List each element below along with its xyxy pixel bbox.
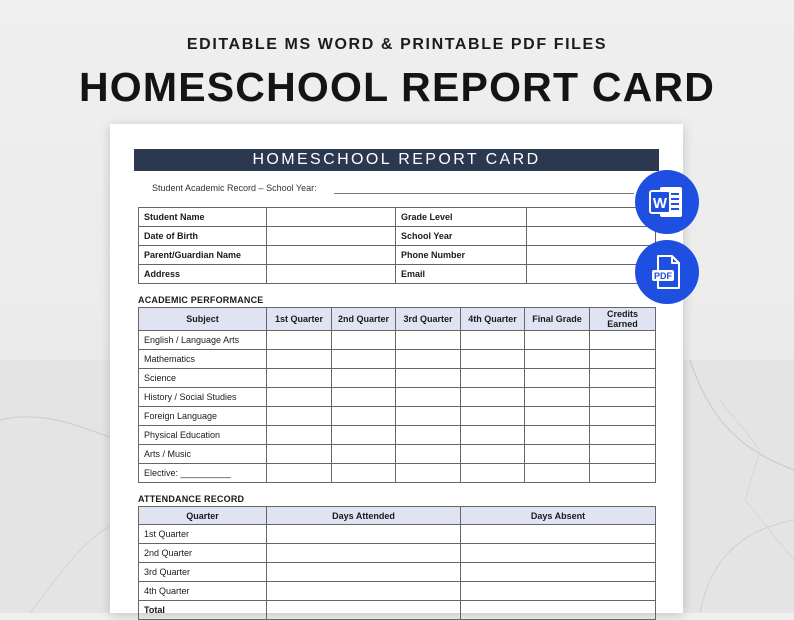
table-row [139,246,656,265]
column-header: Final Grade [525,308,590,331]
column-header: 2nd Quarter [332,308,396,331]
grade-cell[interactable] [267,426,332,445]
grade-cell[interactable] [590,369,656,388]
grade-cell[interactable] [396,350,461,369]
info-label: Student Name [139,208,267,227]
quarter-cell: 2nd Quarter [139,544,267,563]
grade-cell[interactable] [396,426,461,445]
table-row [139,331,656,350]
table-row [139,544,656,563]
grade-cell[interactable] [332,331,396,350]
grade-cell[interactable] [590,426,656,445]
grade-cell[interactable] [267,445,332,464]
grade-cell[interactable] [267,369,332,388]
days-attended-cell[interactable] [267,525,461,544]
grade-cell[interactable] [332,388,396,407]
quarter-cell: 3rd Quarter [139,563,267,582]
subject-cell: Science [139,369,267,388]
grade-cell[interactable] [461,464,525,483]
subtitle: EDITABLE MS WORD & PRINTABLE PDF FILES [186,36,608,53]
column-header: Days Absent [461,507,656,525]
academic-heading: ACADEMIC PERFORMANCE [138,295,264,305]
column-header: Credits Earned [590,308,656,331]
grade-cell[interactable] [332,464,396,483]
page-title: HOMESCHOOL REPORT CARD [78,64,716,110]
grade-cell[interactable] [590,445,656,464]
table-row [139,525,656,544]
column-header: 3rd Quarter [396,308,461,331]
column-header: 1st Quarter [267,308,332,331]
info-label: Phone Number [396,246,527,265]
grade-cell[interactable] [461,407,525,426]
grade-cell[interactable] [396,388,461,407]
grade-cell[interactable] [525,331,590,350]
grade-cell[interactable] [396,464,461,483]
days-attended-cell[interactable] [267,563,461,582]
grade-cell[interactable] [461,445,525,464]
grade-cell[interactable] [332,369,396,388]
word-icon [646,181,688,223]
grade-cell[interactable] [590,407,656,426]
quarter-cell: 1st Quarter [139,525,267,544]
grade-cell[interactable] [267,350,332,369]
grade-cell[interactable] [461,369,525,388]
grade-cell[interactable] [332,350,396,369]
table-header-row [139,308,656,331]
table-row [139,208,656,227]
academic-performance-table [138,307,656,483]
table-row [139,388,656,407]
student-info-table [138,207,656,284]
subject-cell: Physical Education [139,426,267,445]
days-attended-cell[interactable] [267,544,461,563]
column-header: 4th Quarter [461,308,525,331]
info-label: Date of Birth [139,227,267,246]
info-value-cell[interactable] [267,227,396,246]
table-row [139,227,656,246]
info-value-cell[interactable] [527,227,656,246]
grade-cell[interactable] [332,426,396,445]
grade-cell[interactable] [332,407,396,426]
grade-cell[interactable] [525,464,590,483]
grade-cell[interactable] [461,426,525,445]
grade-cell[interactable] [590,388,656,407]
grade-cell[interactable] [396,445,461,464]
grade-cell[interactable] [461,350,525,369]
subject-cell: English / Language Arts [139,331,267,350]
grade-cell[interactable] [525,445,590,464]
info-label: Address [139,265,267,284]
grade-cell[interactable] [525,407,590,426]
subject-cell: Mathematics [139,350,267,369]
subject-cell: Foreign Language [139,407,267,426]
table-row [139,426,656,445]
grade-cell[interactable] [267,331,332,350]
grade-cell[interactable] [396,331,461,350]
grade-cell[interactable] [525,350,590,369]
days-attended-cell[interactable] [267,582,461,601]
record-line-label: Student Academic Record – School Year: [152,183,317,193]
grade-cell[interactable] [525,426,590,445]
table-row [139,445,656,464]
table-row [139,369,656,388]
sheet-banner: HOMESCHOOL REPORT CARD [134,149,659,171]
info-value-cell[interactable] [267,265,396,284]
grade-cell[interactable] [396,369,461,388]
grade-cell[interactable] [461,388,525,407]
grade-cell[interactable] [525,369,590,388]
attendance-table [138,506,656,620]
table-row [139,350,656,369]
grade-cell[interactable] [590,350,656,369]
table-row [139,407,656,426]
column-header: Days Attended [267,507,461,525]
table-row [139,265,656,284]
quarter-cell: 4th Quarter [139,582,267,601]
table-row [139,464,656,483]
column-header: Subject [139,308,267,331]
pdf-badge [635,240,699,304]
school-year-line [334,193,634,194]
grade-cell[interactable] [590,464,656,483]
subject-cell: Elective: __________ [139,464,267,483]
subject-cell: History / Social Studies [139,388,267,407]
info-label: Parent/Guardian Name [139,246,267,265]
grade-cell[interactable] [267,407,332,426]
grade-cell[interactable] [461,331,525,350]
days-absent-cell[interactable] [461,525,656,544]
grade-cell[interactable] [525,388,590,407]
info-label: Grade Level [396,208,527,227]
days-absent-cell[interactable] [461,544,656,563]
info-value-cell[interactable] [267,208,396,227]
table-header-row [139,507,656,525]
report-card-sheet [110,124,683,613]
attendance-heading: ATTENDANCE RECORD [138,494,245,504]
table-row [139,563,656,582]
subject-cell: Arts / Music [139,445,267,464]
table-row [139,582,656,601]
days-absent-cell[interactable] [461,563,656,582]
quarter-cell: Total [139,601,267,620]
column-header: Quarter [139,507,267,525]
days-absent-cell[interactable] [461,601,656,620]
word-letter: W [652,195,668,212]
info-label: Email [396,265,527,284]
days-absent-cell[interactable] [461,582,656,601]
info-label: School Year [396,227,527,246]
grade-cell[interactable] [396,407,461,426]
pdf-label: PDF [654,271,672,281]
pdf-file-icon [646,251,688,293]
grade-cell[interactable] [267,388,332,407]
grade-cell[interactable] [332,445,396,464]
table-row [139,601,656,620]
info-value-cell[interactable] [267,246,396,265]
grade-cell[interactable] [590,331,656,350]
days-attended-cell[interactable] [267,601,461,620]
grade-cell[interactable] [267,464,332,483]
word-badge [635,170,699,234]
